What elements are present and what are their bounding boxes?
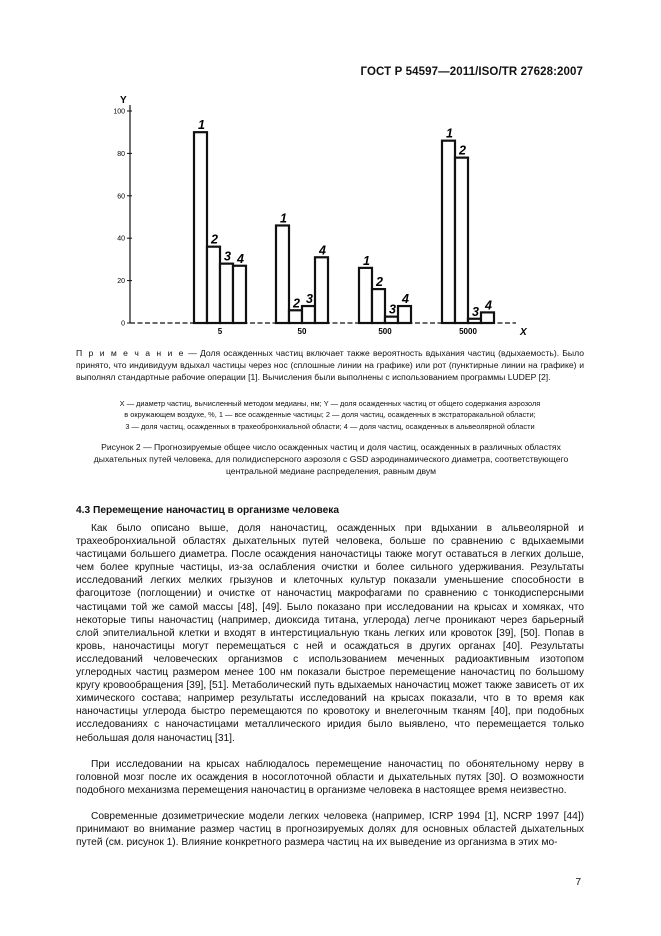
- y-tick-label: 20: [117, 278, 125, 286]
- y-tick-label: 0: [121, 320, 125, 328]
- x-axis-label: X: [520, 327, 527, 338]
- bar-series-label: 1: [363, 253, 370, 268]
- bar-series-label: 2: [293, 296, 300, 311]
- legend-line-1: X — диаметр частиц, вычисленный методом медианы, нм; Y — доля осажденных частиц от общего содержания аэрозоля: [119, 399, 541, 408]
- paragraph-3: Современные дозиметрические модели легких человека (например, ICRP 1994 [1], NCRP 1997 [44]) принимают во внимание размер частиц в прогнозируемых долях для основных областей дыхательных путей (см. рисунок 1). Влияние конкретного размера частиц на их выведение из организма в этих мо-: [76, 811, 584, 849]
- paragraph-1: Как было описано выше, доля наночастиц, осажденных при вдыхании в альвеолярной и трахеобронхиальной областях дыхательных путей человека, больше по сравнению с вдыхаемыми частицами большего диаметра. После осаждения наночастицы также могут оставаться в легких дольше, чем более крупные частицы, из-за ослабления очистки и более сильного удерживания. Результаты исследований легких мелких грызунов и клеточных культур показали уменьшение способности в фагоцитозе (поглощении) и очистке от наночастиц макрофагами по сравнению с тонкодисперсными частицами той же самой массы [48], [49]. Было показано при исследовании на крысах и хомяках, что некоторые типы наночастиц (например, диоксида титана, углерода) легче проникают через барьерный слой эпителиальной клетки и входят в интерстициальную ткань легких или кровоток [39], [50]. Попав в кровь, наночастицы могут перемещаться с ней и осаждаться в других органах [40]. Результаты исследований человеческих организмов с использованием меченных радиоактивным изотопом углеродных частиц размером менее 100 нм показали быстрое перемещение наночастиц по большому кругу кровообращения [39], [51]. Метаболический путь вдыхаемых наночастиц может также зависеть от их химического состава; например результаты исследований на крысах показали, что в то время как наночастицы углерода быстро перемещаются по кровотоку и внелегочным тканям [40], при подобных исследованиях с наночастицами металлического иридия было выявлено, что перемещается только небольшая доля наночастиц [31].: [76, 523, 584, 744]
- bar: [194, 132, 207, 323]
- bar-series-label: 1: [280, 211, 287, 226]
- y-tick-label: 80: [117, 150, 125, 158]
- bar: [315, 257, 328, 323]
- bar-series-label: 4: [485, 298, 492, 313]
- y-tick-label: 40: [117, 235, 125, 243]
- bar: [289, 310, 302, 323]
- figure-note: [76, 347, 584, 383]
- bar: [233, 266, 246, 323]
- bar-series-label: 3: [224, 249, 231, 264]
- x-tick-label: 500: [378, 327, 392, 336]
- x-tick-label: 5: [217, 327, 223, 336]
- note-text: — Доля осажденных частиц включает также вероятность вдыхания частиц (вдыхаемость). Было принято, что индивидуум вдыхал частицы через нос (сплошные линии на графике) или рот (пунктирные линии на графике) и выполнял стандартные рабочие операции [1]. Вычисления были выполнены с использованием программы LUDEP [2].: [76, 348, 584, 382]
- bar: [302, 306, 315, 323]
- bar-series-label: 4: [237, 251, 244, 266]
- figure-legend: [76, 398, 584, 432]
- bar-series-label: 4: [402, 292, 409, 307]
- paragraph-2: При исследовании на крысах наблюдалось перемещение наночастиц по обонятельному нерву в головной мозг после их осаждения в носоглоточной области и дыхательных путях [30]. О возможности подобного механизма перемещения наночастиц в организме человека в настоящее время неизвестно.: [76, 759, 584, 797]
- bar: [468, 319, 481, 323]
- bar: [276, 225, 289, 323]
- bar-series-label: 4: [319, 243, 326, 258]
- y-tick-label: 100: [113, 108, 125, 116]
- y-tick-label: 60: [117, 193, 125, 201]
- bar: [359, 268, 372, 323]
- section-title: 4.3 Перемещение наночастиц в организме человека: [76, 505, 340, 516]
- bar-series-label: 1: [446, 126, 453, 141]
- x-tick-label: 5000: [459, 327, 477, 336]
- bar-chart: [96, 88, 536, 340]
- bar-series-label: 2: [211, 232, 218, 247]
- bar: [372, 289, 385, 323]
- bar: [220, 264, 233, 323]
- bar-series-label: 3: [389, 302, 396, 317]
- figure-caption: Рисунок 2 — Прогнозируемые общее число осажденных частиц и доля частиц, осажденных в различных областях дыхательных путей человека, для полидисперсного аэрозоля с GSD аэродинамического диаметра, соответствующего центральной медиане распределения, равным двум: [93, 442, 569, 477]
- document-header: ГОСТ Р 54597—2011/ISO/TR 27628:2007: [360, 66, 583, 78]
- bar: [385, 317, 398, 323]
- note-label: П р и м е ч а н и е: [76, 348, 186, 358]
- bar: [398, 306, 411, 323]
- legend-line-2: в окружающем воздухе, %, 1 — все осажденные частицы; 2 — доля частиц, осажденных в экстраторакальной области;: [124, 410, 536, 420]
- page-number: 7: [575, 877, 581, 888]
- bar-series-label: 1: [198, 118, 205, 133]
- y-axis-label: Y: [120, 95, 127, 106]
- legend-line-3: 3 — доля частиц, осажденных в трахеобронхиальной области; 4 — доля частиц, осажденных в альвеолярной области: [125, 421, 535, 431]
- bar-series-label: 2: [376, 275, 383, 290]
- bar: [481, 312, 494, 323]
- x-tick-label: 50: [297, 327, 307, 336]
- bar-series-label: 3: [472, 304, 479, 319]
- bar-series-label: 3: [306, 292, 313, 307]
- bar: [442, 141, 455, 323]
- bar: [207, 247, 220, 323]
- bar: [455, 158, 468, 323]
- bar-series-label: 2: [459, 143, 466, 158]
